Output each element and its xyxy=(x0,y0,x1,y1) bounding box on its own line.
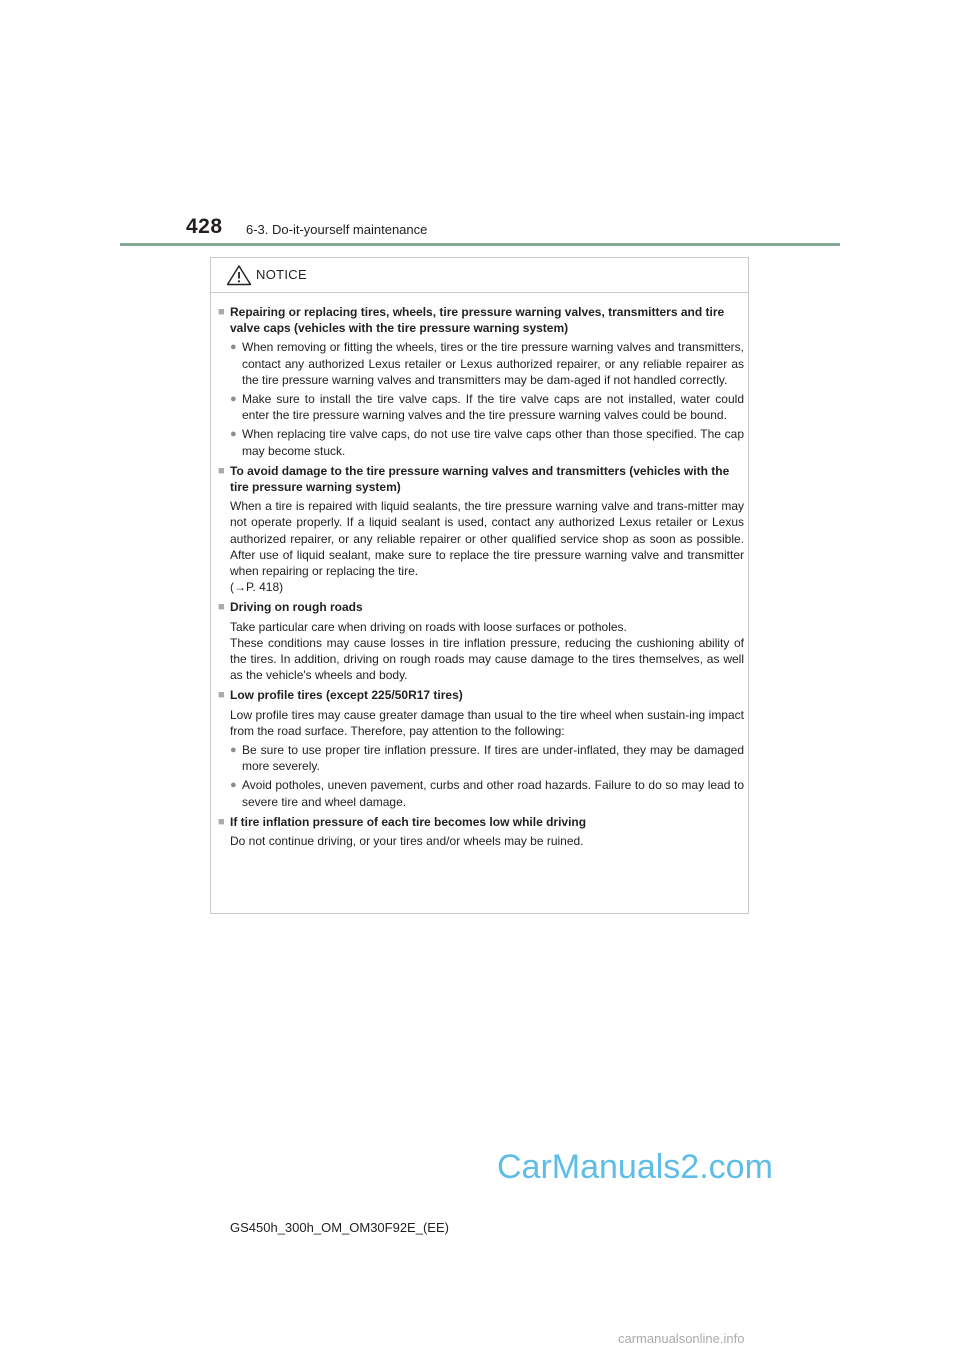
square-bullet-icon: ■ xyxy=(218,306,225,318)
page-number: 428 xyxy=(186,215,223,238)
heading-text: Driving on rough roads xyxy=(230,600,363,615)
watermark-logo: CarManuals2.com xyxy=(497,1148,773,1186)
circle-bullet-icon: ● xyxy=(230,779,237,792)
circle-bullet-icon: ● xyxy=(230,341,237,354)
header-rule xyxy=(120,243,840,246)
circle-bullet-icon: ● xyxy=(230,393,237,406)
list-item-text: Make sure to install the tire valve caps. If the tire valve caps are not installed, water could enter the tire pressure warning valves and the tire pressure warning valves could be bound. xyxy=(242,392,744,423)
page-reference: (→P. 418) xyxy=(230,580,284,595)
list-item xyxy=(218,426,744,458)
paragraph: These conditions may cause losses in tire inflation pressure, reducing the cushioning ability of the tires. In addition, driving on rough roads may cause damage to the tires themselves, as well as the vehicle's wheels and body. xyxy=(230,635,744,683)
square-bullet-icon: ■ xyxy=(218,815,225,828)
section-heading xyxy=(218,599,744,615)
list-item-text: When removing or fitting the wheels, tires or the tire pressure warning valves and transmitters, contact any authorized Lexus retailer or Lexus authorized repairer, or any reliable repairer as the tire pressure warning valves and transmitters may be dam-aged if not handled correctly. xyxy=(242,340,744,387)
list-item-text: When replacing tire valve caps, do not use tire valve caps other than those specified. The cap may become stuck. xyxy=(242,427,744,458)
square-bullet-icon: ■ xyxy=(218,689,225,702)
paragraph: When a tire is repaired with liquid sealants, the tire pressure warning valve and trans-mitter may not operate properly. If a liquid sealant is used, contact any authorized Lexus retailer or Lexus authorized repairer, or any reliable repairer or other qualified service shop as soon as possible. After use of liquid sealant, make sure to replace the tire pressure warning valve and transmitter when repairing or replacing the tire. xyxy=(230,499,744,579)
list-item-text: Avoid potholes, uneven pavement, curbs and other road hazards. Failure to do so may lead to severe tire and wheel damage. xyxy=(242,778,744,809)
heading-text: To avoid damage to the tire pressure warning valves and transmitters (vehicles with the tire pressure warning system) xyxy=(230,463,730,495)
notice-content xyxy=(218,300,744,849)
circle-bullet-icon: ● xyxy=(230,744,237,757)
section-heading xyxy=(218,814,744,830)
warning-triangle-icon xyxy=(226,264,252,286)
paragraph: Low profile tires may cause greater damage than usual to the tire wheel when sustain-ing impact from the road surface. Therefore, pay attention to the following: xyxy=(230,707,744,738)
paragraph: Do not continue driving, or your tires and/or wheels may be ruined. xyxy=(230,834,584,849)
list-item xyxy=(218,742,744,774)
square-bullet-icon: ■ xyxy=(218,464,225,477)
notice-divider xyxy=(211,292,748,293)
square-bullet-icon: ■ xyxy=(218,601,225,614)
list-item xyxy=(218,339,744,388)
watermark-footer: carmanualsonline.info xyxy=(618,1331,745,1346)
heading-text: Repairing or replacing tires, wheels, tire pressure warning valves, transmitters and tire valve caps (vehicles with the tire pressure warning system) xyxy=(230,305,725,336)
heading-text: If tire inflation pressure of each tire becomes low while driving xyxy=(230,814,587,829)
notice-box xyxy=(210,257,749,914)
section-heading xyxy=(218,687,744,703)
list-item xyxy=(218,777,744,809)
circle-bullet-icon: ● xyxy=(230,428,237,441)
section-heading xyxy=(218,463,744,495)
list-item xyxy=(218,391,744,423)
notice-label: NOTICE xyxy=(256,267,307,282)
list-item-text: Be sure to use proper tire inflation pressure. If tires are under-inflated, they may be damaged more severely. xyxy=(242,743,744,774)
section-heading xyxy=(218,304,744,336)
heading-text: Low profile tires (except 225/50R17 tires) xyxy=(230,688,463,703)
section-title: 6-3. Do-it-yourself maintenance xyxy=(246,222,428,237)
document-code: GS450h_300h_OM_OM30F92E_(EE) xyxy=(230,1220,449,1235)
paragraph: Take particular care when driving on roads with loose surfaces or potholes. xyxy=(230,619,627,634)
